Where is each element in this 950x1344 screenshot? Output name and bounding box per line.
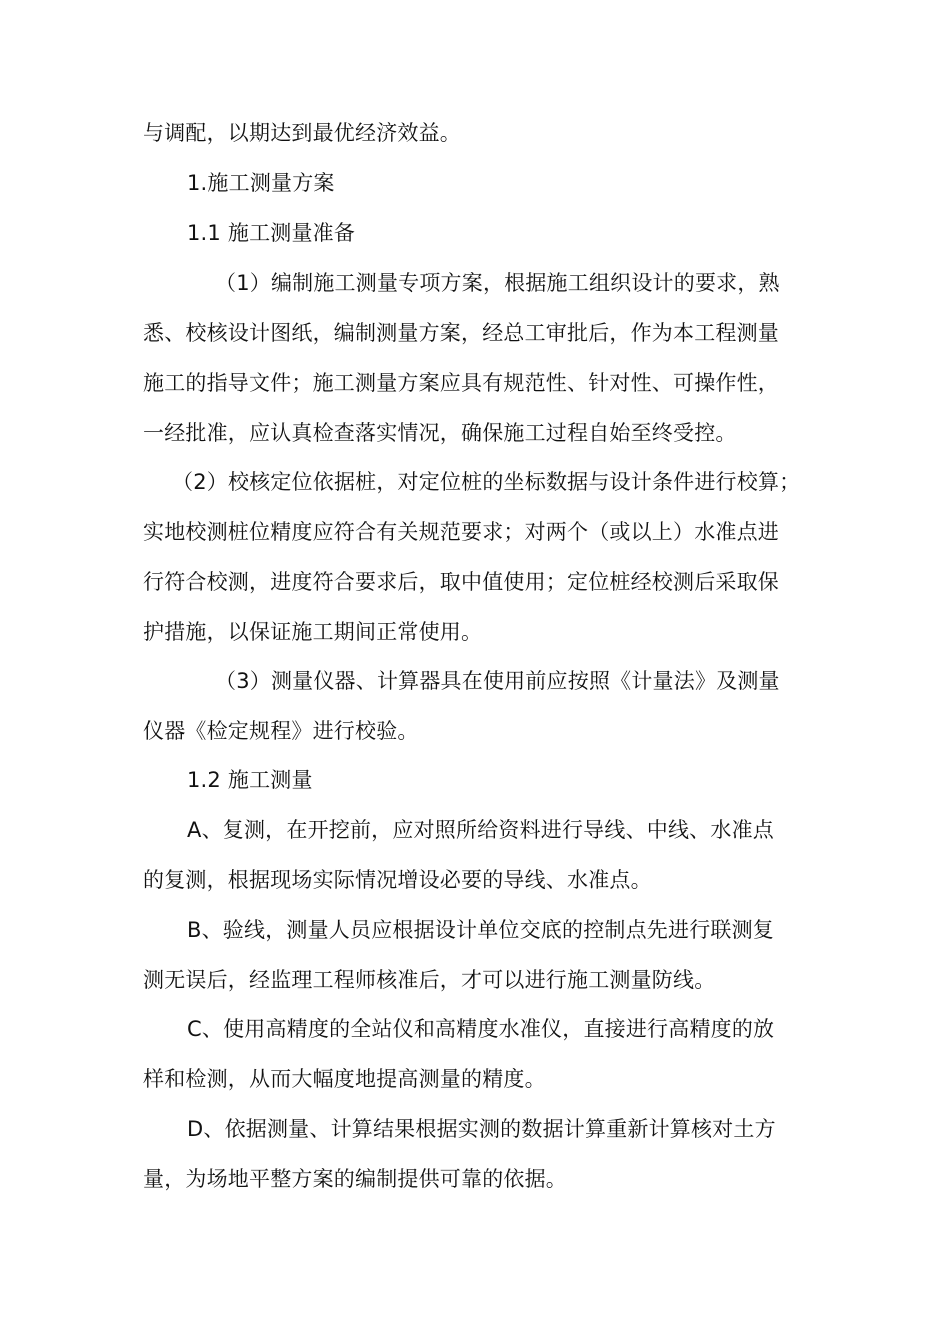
text-line: 施工的指导文件；施工测量方案应具有规范性、针对性、可操作性， bbox=[143, 371, 779, 395]
text-line: 一经批准，应认真检查落实情况，确保施工过程自始至终受控。 bbox=[143, 421, 737, 445]
text-line: C、使用高精度的全站仪和高精度水准仪，直接进行高精度的放 bbox=[187, 1017, 775, 1041]
text-line: D、依据测量、计算结果根据实测的数据计算重新计算核对土方 bbox=[187, 1117, 776, 1141]
text-line: 护措施，以保证施工期间正常使用。 bbox=[143, 620, 483, 644]
text-line: 测无误后，经监理工程师核准后，才可以进行施工测量防线。 bbox=[143, 968, 716, 992]
section-heading: 1.施工测量方案 bbox=[187, 171, 335, 195]
text-line: （1）编制施工测量专项方案，根据施工组织设计的要求，熟 bbox=[215, 271, 780, 295]
text-line: 仪器《检定规程》进行校验。 bbox=[143, 719, 419, 743]
text-line: 的复测，根据现场实际情况增设必要的导线、水准点。 bbox=[143, 868, 652, 892]
text-line: 样和检测，从而大幅度地提高测量的精度。 bbox=[143, 1067, 546, 1091]
text-line: 与调配，以期达到最优经济效益。 bbox=[143, 121, 461, 145]
subsection-heading: 1.2 施工测量 bbox=[187, 768, 313, 792]
text-line: 量，为场地平整方案的编制提供可靠的依据。 bbox=[143, 1167, 567, 1191]
text-line: B、验线，测量人员应根据设计单位交底的控制点先进行联测复 bbox=[187, 918, 775, 942]
subsection-heading: 1.1 施工测量准备 bbox=[187, 221, 356, 245]
text-line: 行符合校测，进度符合要求后，取中值使用；定位桩经校测后采取保 bbox=[143, 570, 779, 594]
text-line: 实地校测桩位精度应符合有关规范要求；对两个（或以上）水准点进 bbox=[143, 520, 779, 544]
text-line: A、复测，在开挖前，应对照所给资料进行导线、中线、水准点 bbox=[187, 818, 774, 842]
text-line: （2）校核定位依据桩，对定位桩的坐标数据与设计条件进行校算； bbox=[172, 470, 801, 494]
text-line: 悉、校核设计图纸，编制测量方案，经总工审批后，作为本工程测量 bbox=[143, 321, 779, 345]
text-line: （3）测量仪器、计算器具在使用前应按照《计量法》及测量 bbox=[215, 669, 780, 693]
